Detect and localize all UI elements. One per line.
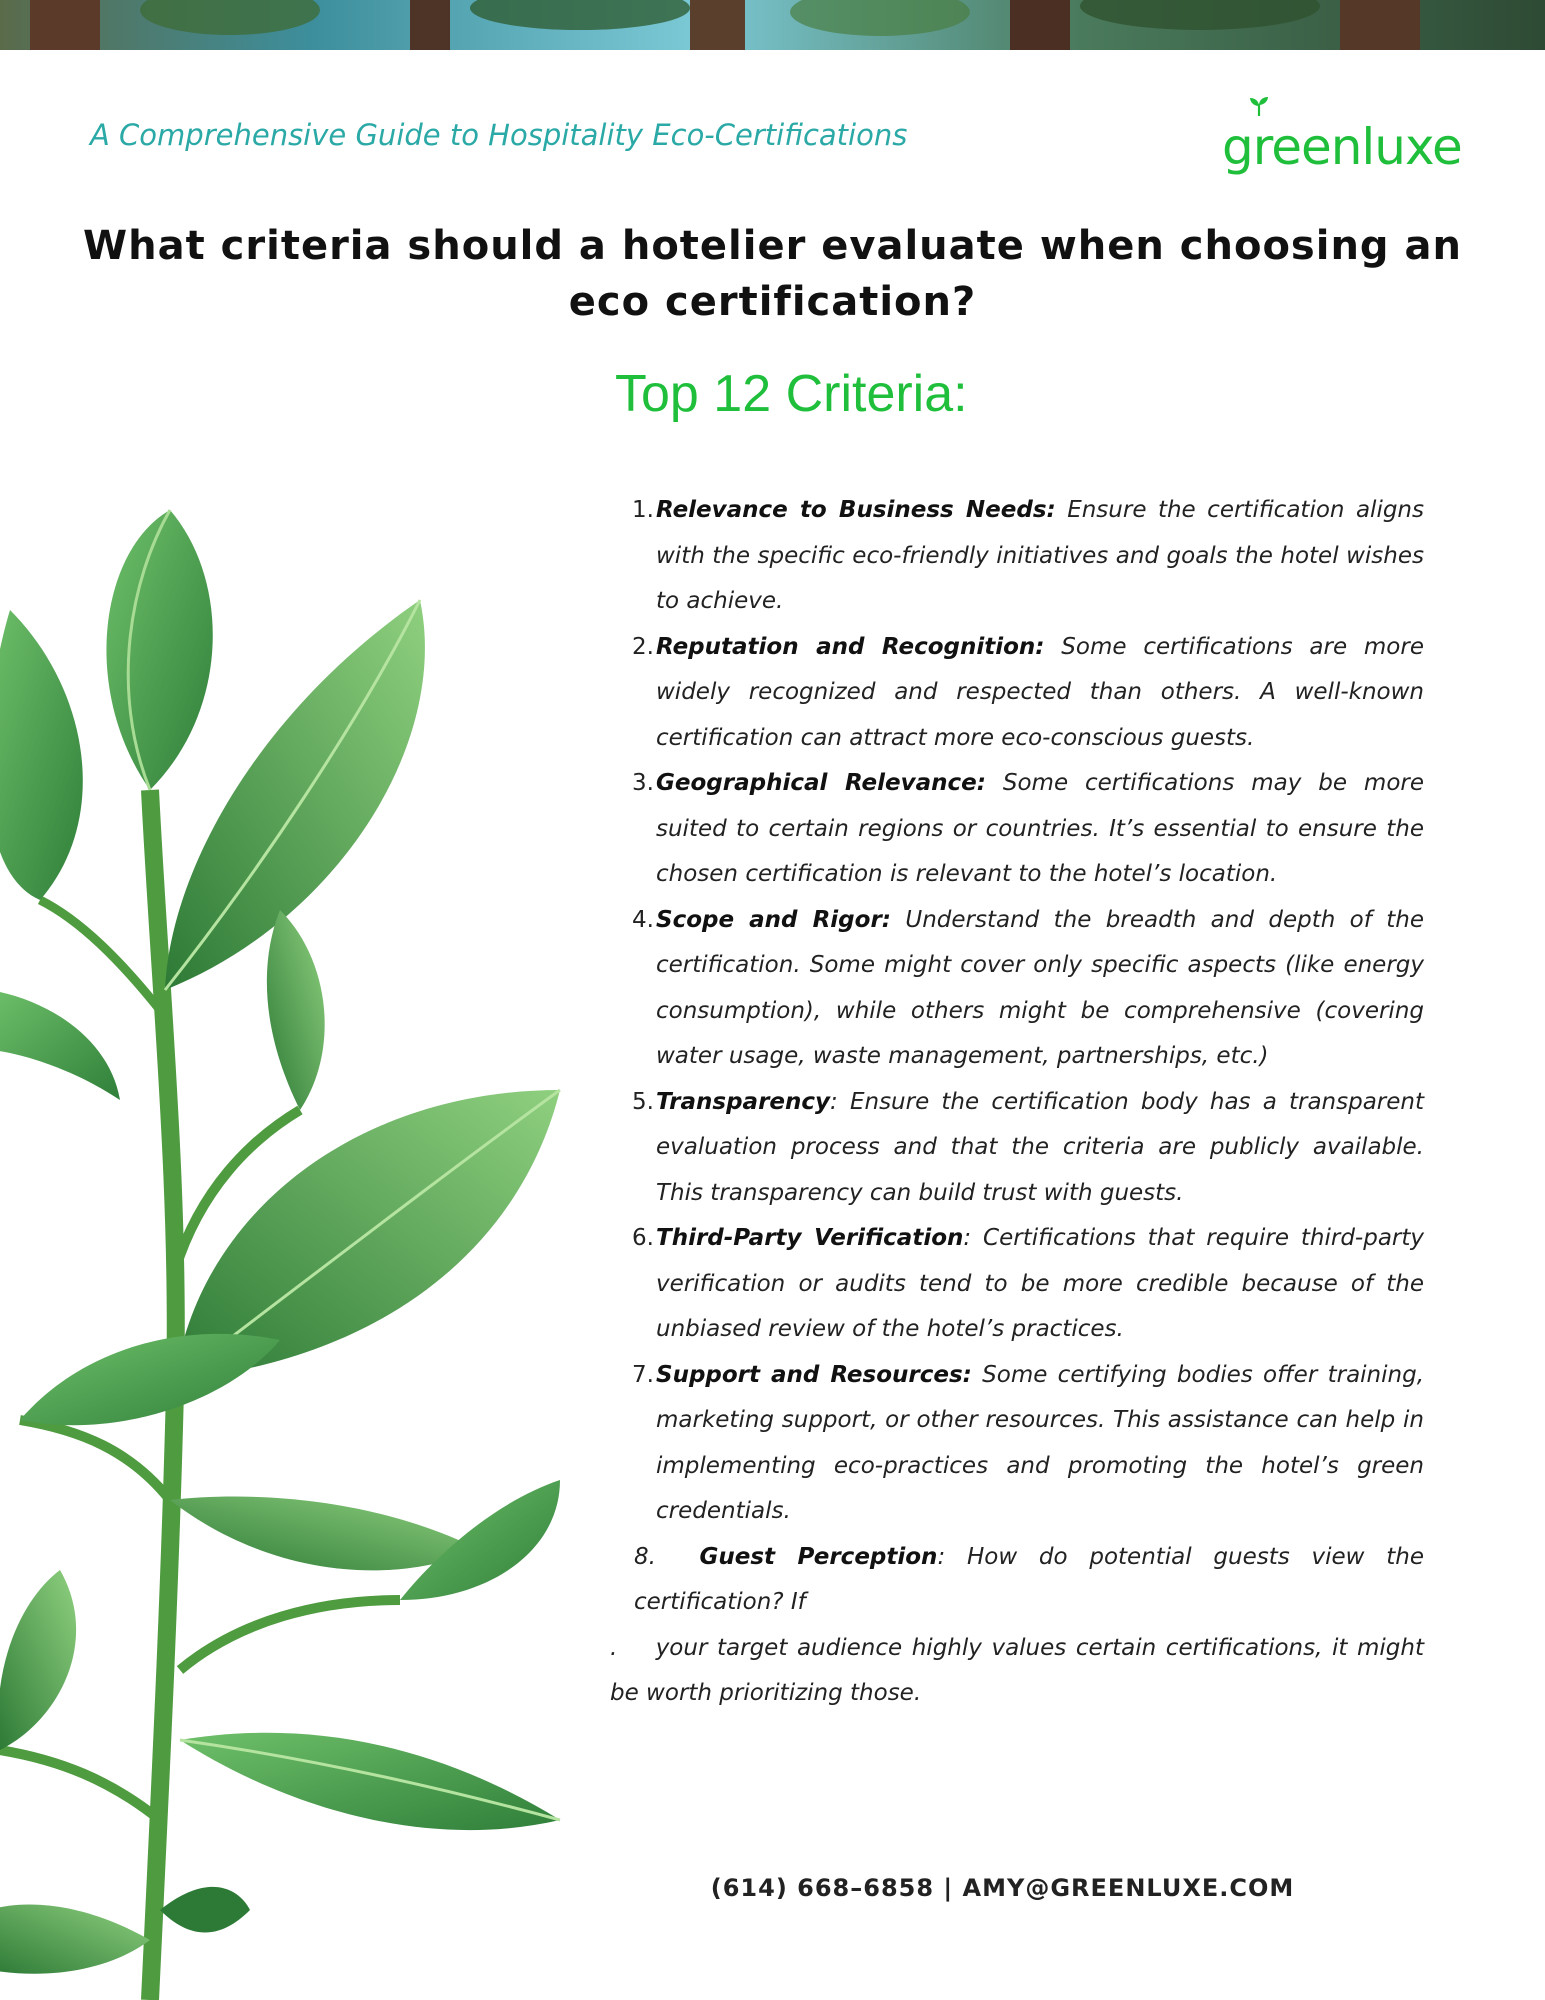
criteria-item: 1. Relevance to Business Needs: Ensure the certification aligns with the specific eco-friendly initiatives and goals the hotel wishes to achieve. xyxy=(632,497,1424,614)
criteria-title: Top 12 Criteria: xyxy=(615,365,968,423)
criteria-item xyxy=(610,1535,1432,1717)
criteria-item-title: Reputation and Recognition: xyxy=(656,633,1045,660)
criteria-item: 4. Scope and Rigor: Understand the breadth and depth of the certification. Some might cover only specific aspects (like energy consumption), while others might be comprehensive (covering water usage, waste management, partnerships, etc.) xyxy=(632,906,1424,1069)
guide-subtitle: A Comprehensive Guide to Hospitality Eco-Certifications xyxy=(90,118,908,152)
criteria-item-text: Some certifying bodies offer training, marketing support, or other resources. This assistance can help in implementing eco-practices and promoting the hotel’s green credentials. xyxy=(656,1361,1425,1524)
criteria-item-text: : Certifications that require third-party verification or audits tend to be more credible because of the unbiased review of the hotel’s practices. xyxy=(656,1225,1425,1342)
criteria-item-title: Transparency xyxy=(656,1088,831,1115)
criteria-item: 3. Geographical Relevance: Some certifications may be more suited to certain regions or countries. It’s essential to ensure the chosen certification is relevant to the hotel’s location. xyxy=(632,770,1424,887)
plant-illustration xyxy=(0,490,600,2000)
criteria-item-text: Understand the breadth and depth of the certification. Some might cover only specific aspects (like energy consumption), while others might be comprehensive (covering water usage, waste management, partnerships, etc.) xyxy=(656,906,1424,1069)
criteria-item: 2. Reputation and Recognition: Some certifications are more widely recognized and respected than others. A well-known certification can attract more eco-conscious guests. xyxy=(632,633,1424,751)
criteria-item-text-continued: . your target audience highly values certain certifications, it might be worth prioritizing those. xyxy=(610,1634,1432,1706)
criteria-item-title: Relevance to Business Needs: xyxy=(656,497,1056,523)
criteria-item-text: Some certifications are more widely recognized and respected than others. A well-known certification can attract more eco-conscious guests. xyxy=(656,633,1424,751)
logo-wordmark: greenluxe xyxy=(1222,118,1462,176)
criteria-item-text: Ensure the certification aligns with the specific eco-friendly initiatives and goals the hotel wishes to achieve. xyxy=(656,497,1424,614)
criteria-item: 5. Transparency: Ensure the certification body has a transparent evaluation process and that the criteria are publicly available. This transparency can build trust with guests. xyxy=(632,1088,1424,1206)
criteria-item: 7. Support and Resources: Some certifying bodies offer training, marketing support, or other resources. This assistance can help in implementing eco-practices and promoting the hotel’s green credentials. xyxy=(632,1361,1425,1524)
criteria-item: 6. Third-Party Verification: Certifications that require third-party verification or audits tend to be more credible because of the unbiased review of the hotel’s practices. xyxy=(632,1225,1425,1342)
criteria-item-title: Guest Perception xyxy=(699,1543,938,1570)
criteria-item-text: : How do potential guests view the certification? If xyxy=(634,1543,1424,1615)
criteria-item-title: Support and Resources: xyxy=(656,1361,972,1388)
page-question-heading: What criteria should a hotelier evaluate when choosing an eco certification? xyxy=(83,223,1462,325)
criteria-list xyxy=(610,488,1432,1717)
criteria-item-title: Third-Party Verification xyxy=(656,1225,964,1251)
criteria-item-title: Geographical Relevance: xyxy=(656,770,986,796)
logo-sprout-icon xyxy=(1248,96,1270,116)
footer-contact: (614) 668–6858 | AMY@GREENLUXE.COM xyxy=(710,1874,1295,1902)
criteria-item-text: : Ensure the certification body has a transparent evaluation process and that the criteria are publicly available. This transparency can build trust with guests. xyxy=(656,1088,1424,1206)
header-photo-band xyxy=(0,0,1545,50)
criteria-item-text: Some certifications may be more suited to certain regions or countries. It’s essential to ensure the chosen certification is relevant to the hotel’s location. xyxy=(656,770,1424,887)
criteria-item-title: Scope and Rigor: xyxy=(656,906,891,933)
criteria-item-number: 8. xyxy=(634,1543,656,1570)
greenluxe-logo xyxy=(1222,96,1462,176)
